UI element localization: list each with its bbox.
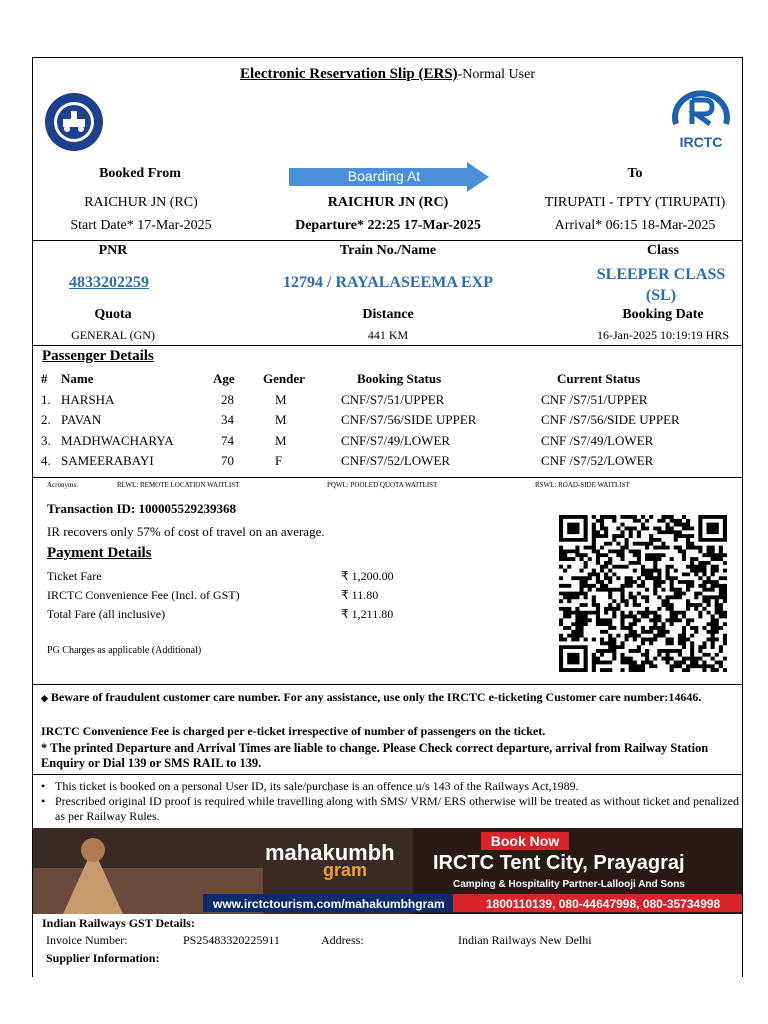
bullet-icon: ◆ — [41, 692, 48, 703]
to-label: To — [627, 166, 643, 181]
personal-id-note: • This ticket is booked on a personal User ID, its sale/purchase is an offence u/s 143 of the Railways Act,1989. — [41, 779, 579, 793]
invoice-number: PS25483320225911 — [183, 933, 280, 947]
passenger-row: 2. PAVAN 34 M CNF/S7/56/SIDE UPPER CNF /S7/56/SIDE UPPER — [41, 412, 680, 428]
divider — [33, 477, 742, 478]
banner-brand-sub: gram — [323, 860, 368, 880]
class-label: Class — [647, 243, 679, 258]
divider — [33, 774, 742, 775]
booking-date-value: 16-Jan-2025 10:19:19 HRS — [597, 328, 729, 342]
time-change-note: * The printed Departure and Arrival Times are liable to change. Please Check correct departure, arrival from Railway Station Enquiry or Dial 139 or SMS RAIL to 139. — [41, 741, 709, 770]
payment-details-title: Payment Details — [47, 545, 152, 561]
train-name: 12794 / RAYALASEEMA EXP — [283, 274, 493, 291]
total-fare-amount: ₹ 1,211.80 — [341, 607, 394, 621]
passenger-table-header: # Name Age Gender Booking Status Current Status — [41, 371, 641, 387]
total-fare-label: Total Fare (all inclusive) — [47, 607, 166, 621]
start-date: Start Date* 17-Mar-2025 — [70, 218, 212, 233]
convenience-fee-amount: ₹ 11.80 — [341, 588, 379, 602]
passenger-row: 4. SAMEERABAYI 70 F CNF/S7/52/LOWER CNF /S7/52/LOWER — [41, 453, 654, 469]
divider — [33, 345, 742, 346]
gst-title: Indian Railways GST Details: — [42, 916, 195, 930]
passenger-table — [41, 369, 741, 472]
class-value: SLEEPER CLASS (SL) — [596, 266, 726, 304]
banner-headline: IRCTC Tent City, Prayagraj — [433, 852, 685, 874]
convenience-fee-label: IRCTC Convenience Fee (Incl. of GST) — [47, 588, 240, 602]
id-proof-note: • Prescribed original ID proof is required while travelling along with SMS/ VRM/ ERS otherwise will be treated as without ticket and penalized as per Railway Rules. — [41, 794, 739, 823]
bullet-icon: • — [41, 794, 46, 808]
address-label: Address: — [321, 933, 364, 947]
irctc-logo: IRCTC — [666, 86, 736, 156]
quota-value: GENERAL (GN) — [71, 328, 155, 342]
arrival-time: Arrival* 06:15 18-Mar-2025 — [554, 218, 716, 233]
transaction-id: Transaction ID: 100005529239368 — [47, 501, 236, 516]
supplier-info-label: Supplier Information: — [46, 951, 160, 965]
divider — [33, 240, 742, 241]
divider — [33, 684, 742, 685]
invoice-label: Invoice Number: — [46, 933, 128, 947]
quota-label: Quota — [94, 307, 132, 322]
distance-label: Distance — [362, 307, 414, 322]
ers-slip — [32, 57, 743, 977]
booking-date-label: Booking Date — [622, 307, 704, 322]
slip-title: Electronic Reservation Slip (ERS)-Normal User — [240, 66, 535, 82]
book-now-button[interactable]: Book Now — [481, 832, 569, 850]
fraud-warning: ◆ Beware of fraudulent customer care number. For any assistance, use only the IRCTC e-ticketing Customer care number:14646. — [41, 690, 702, 704]
indian-railways-logo — [43, 91, 105, 153]
acronym-rlwl: RLWL: REMOTE LOCATION WAITLIST — [117, 481, 240, 489]
pg-charges-note: PG Charges as applicable (Additional) — [47, 645, 202, 656]
bullet-icon: • — [41, 779, 46, 793]
from-station: RAICHUR JN (RC) — [84, 195, 198, 210]
passenger-row: 3. MADHWACHARYA 74 M CNF/S7/49/LOWER CNF /S7/49/LOWER — [41, 432, 654, 448]
address-value: Indian Railways New Delhi — [458, 933, 592, 947]
banner-partner: Camping & Hospitality Partner-Lallooji And Sons — [453, 879, 685, 890]
banner-url[interactable]: www.irctctourism.com/mahakumbhgram — [213, 897, 445, 911]
acronym-rswl: RSWL: ROAD-SIDE WAITLIST — [535, 481, 630, 489]
acronym-pqwl: PQWL: POOLED QUOTA WAITLIST — [327, 481, 438, 489]
pnr-label: PNR — [98, 243, 128, 258]
booked-from-label: Booked From — [99, 166, 181, 181]
distance-value: 441 KM — [367, 328, 409, 342]
boarding-arrow: Boarding At — [289, 162, 489, 192]
ticket-fare-label: Ticket Fare — [47, 569, 102, 583]
departure-time: Departure* 22:25 17-Mar-2025 — [295, 218, 481, 233]
banner-phones: 1800110139, 080-44647998, 080-35734998 — [486, 897, 721, 911]
ticket-fare-amount: ₹ 1,200.00 — [341, 569, 394, 583]
train-label: Train No./Name — [339, 243, 437, 258]
qr-code — [559, 515, 727, 672]
banner-brand: mahakumbh — [265, 840, 395, 865]
boarding-station: RAICHUR JN (RC) — [327, 195, 449, 210]
cost-recovery-note: IR recovers only 57% of cost of travel on an average. — [47, 524, 325, 539]
passenger-details-title: Passenger Details — [42, 348, 154, 364]
to-station: TIRUPATI - TPTY (TIRUPATI) — [544, 195, 726, 210]
convenience-fee-note: IRCTC Convenience Fee is charged per e-ticket irrespective of number of passengers on the ticket. — [41, 724, 546, 738]
passenger-row: 1. HARSHA 28 M CNF/S7/51/UPPER CNF /S7/51/UPPER — [41, 391, 648, 407]
mahakumbh-banner[interactable] — [33, 828, 742, 914]
acronyms-label: Acronyms: — [47, 481, 79, 489]
pnr-number[interactable]: 4833202259 — [69, 274, 149, 291]
